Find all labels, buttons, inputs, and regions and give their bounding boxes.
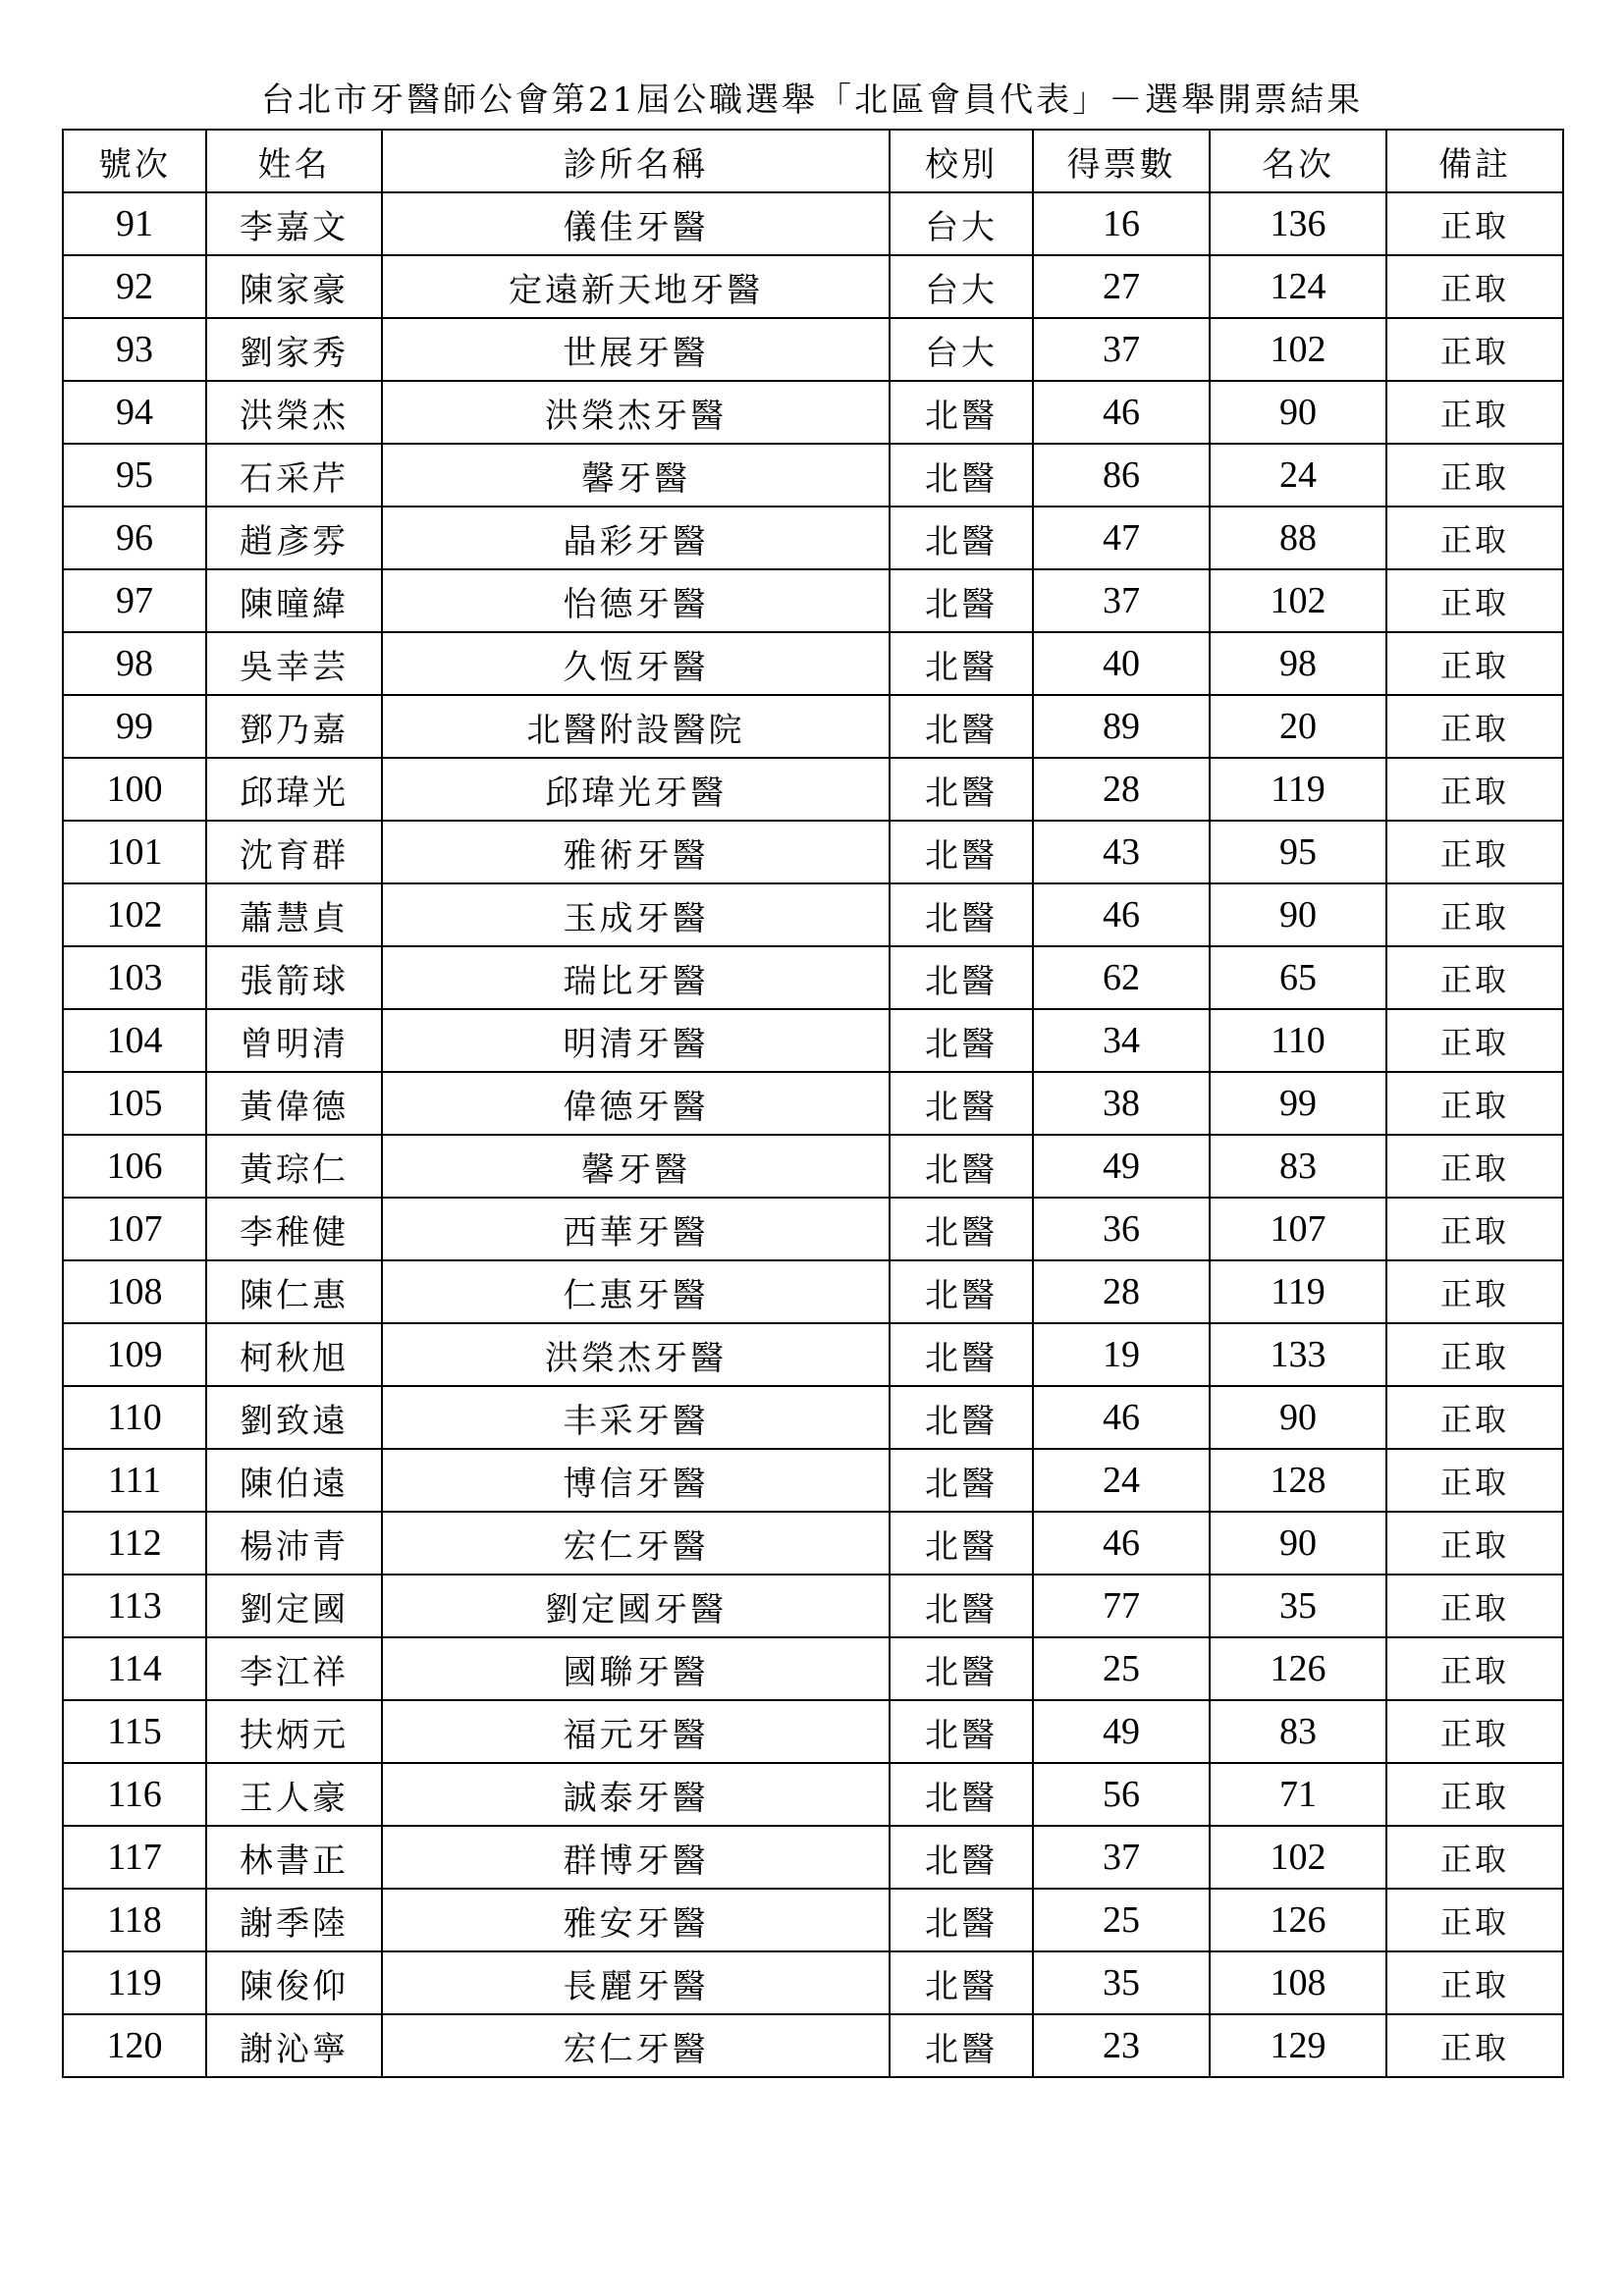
cell-votes: 40	[1033, 632, 1210, 695]
cell-votes: 49	[1033, 1135, 1210, 1198]
header-note: 備註	[1386, 130, 1563, 192]
cell-votes: 47	[1033, 507, 1210, 569]
cell-no: 116	[63, 1763, 206, 1826]
cell-rank: 90	[1210, 1512, 1386, 1575]
table-row	[63, 946, 1563, 1009]
cell-school: 北醫	[890, 632, 1033, 695]
cell-note: 正取	[1386, 1009, 1563, 1072]
cell-name: 鄧乃嘉	[206, 695, 382, 758]
cell-votes: 49	[1033, 1700, 1210, 1763]
cell-school: 北醫	[890, 695, 1033, 758]
cell-no: 91	[63, 192, 206, 255]
cell-no: 96	[63, 507, 206, 569]
cell-clinic: 玉成牙醫	[382, 883, 890, 946]
cell-no: 101	[63, 821, 206, 883]
cell-clinic: 洪榮杰牙醫	[382, 381, 890, 444]
cell-note: 正取	[1386, 883, 1563, 946]
cell-no: 110	[63, 1386, 206, 1449]
cell-rank: 98	[1210, 632, 1386, 695]
cell-votes: 46	[1033, 883, 1210, 946]
cell-rank: 83	[1210, 1135, 1386, 1198]
table-row	[63, 758, 1563, 821]
table-row	[63, 1449, 1563, 1512]
cell-note: 正取	[1386, 821, 1563, 883]
table-row	[63, 444, 1563, 507]
cell-clinic: 雅安牙醫	[382, 1889, 890, 1951]
table-row	[63, 318, 1563, 381]
cell-no: 106	[63, 1135, 206, 1198]
cell-note: 正取	[1386, 1198, 1563, 1260]
cell-no: 118	[63, 1889, 206, 1951]
cell-note: 正取	[1386, 1135, 1563, 1198]
cell-clinic: 國聯牙醫	[382, 1637, 890, 1700]
cell-school: 北醫	[890, 444, 1033, 507]
cell-rank: 107	[1210, 1198, 1386, 1260]
cell-name: 謝沁寧	[206, 2014, 382, 2077]
cell-name: 沈育群	[206, 821, 382, 883]
table-row	[63, 1700, 1563, 1763]
cell-votes: 19	[1033, 1323, 1210, 1386]
cell-rank: 88	[1210, 507, 1386, 569]
cell-school: 台大	[890, 318, 1033, 381]
cell-votes: 27	[1033, 255, 1210, 318]
cell-no: 117	[63, 1826, 206, 1889]
cell-name: 陳家豪	[206, 255, 382, 318]
cell-rank: 126	[1210, 1637, 1386, 1700]
cell-name: 蕭慧貞	[206, 883, 382, 946]
cell-name: 黃偉德	[206, 1072, 382, 1135]
cell-clinic: 偉德牙醫	[382, 1072, 890, 1135]
header-school: 校別	[890, 130, 1033, 192]
cell-no: 109	[63, 1323, 206, 1386]
cell-rank: 119	[1210, 758, 1386, 821]
cell-school: 北醫	[890, 946, 1033, 1009]
table-row	[63, 1323, 1563, 1386]
cell-note: 正取	[1386, 1449, 1563, 1512]
table-row	[63, 1637, 1563, 1700]
cell-name: 扶炳元	[206, 1700, 382, 1763]
cell-clinic: 宏仁牙醫	[382, 2014, 890, 2077]
cell-name: 陳俊仰	[206, 1951, 382, 2014]
cell-school: 北醫	[890, 1763, 1033, 1826]
cell-no: 113	[63, 1575, 206, 1637]
cell-school: 北醫	[890, 1009, 1033, 1072]
cell-school: 北醫	[890, 1198, 1033, 1260]
table-row	[63, 1951, 1563, 2014]
cell-rank: 136	[1210, 192, 1386, 255]
cell-note: 正取	[1386, 695, 1563, 758]
cell-rank: 99	[1210, 1072, 1386, 1135]
cell-no: 103	[63, 946, 206, 1009]
cell-school: 北醫	[890, 821, 1033, 883]
cell-name: 李江祥	[206, 1637, 382, 1700]
cell-votes: 16	[1033, 192, 1210, 255]
cell-clinic: 雅術牙醫	[382, 821, 890, 883]
cell-no: 100	[63, 758, 206, 821]
cell-name: 劉致遠	[206, 1386, 382, 1449]
cell-votes: 37	[1033, 1826, 1210, 1889]
results-body	[63, 192, 1563, 2077]
header-votes: 得票數	[1033, 130, 1210, 192]
cell-rank: 110	[1210, 1009, 1386, 1072]
cell-votes: 86	[1033, 444, 1210, 507]
cell-note: 正取	[1386, 1637, 1563, 1700]
cell-name: 劉家秀	[206, 318, 382, 381]
header-no: 號次	[63, 130, 206, 192]
header-clinic: 診所名稱	[382, 130, 890, 192]
cell-name: 張箭球	[206, 946, 382, 1009]
cell-note: 正取	[1386, 758, 1563, 821]
table-row	[63, 632, 1563, 695]
cell-clinic: 瑞比牙醫	[382, 946, 890, 1009]
cell-name: 李嘉文	[206, 192, 382, 255]
cell-votes: 36	[1033, 1198, 1210, 1260]
cell-clinic: 西華牙醫	[382, 1198, 890, 1260]
cell-clinic: 明清牙醫	[382, 1009, 890, 1072]
cell-school: 北醫	[890, 1260, 1033, 1323]
cell-note: 正取	[1386, 1575, 1563, 1637]
cell-rank: 102	[1210, 318, 1386, 381]
cell-name: 劉定國	[206, 1575, 382, 1637]
cell-votes: 46	[1033, 1386, 1210, 1449]
cell-rank: 133	[1210, 1323, 1386, 1386]
cell-note: 正取	[1386, 1386, 1563, 1449]
cell-rank: 102	[1210, 1826, 1386, 1889]
cell-clinic: 長麗牙醫	[382, 1951, 890, 2014]
cell-name: 楊沛青	[206, 1512, 382, 1575]
cell-note: 正取	[1386, 632, 1563, 695]
cell-no: 112	[63, 1512, 206, 1575]
cell-name: 吳幸芸	[206, 632, 382, 695]
cell-name: 邱瑋光	[206, 758, 382, 821]
header-row	[63, 130, 1563, 192]
cell-rank: 128	[1210, 1449, 1386, 1512]
cell-school: 北醫	[890, 2014, 1033, 2077]
table-row	[63, 1198, 1563, 1260]
cell-votes: 25	[1033, 1637, 1210, 1700]
table-row	[63, 1009, 1563, 1072]
cell-clinic: 北醫附設醫院	[382, 695, 890, 758]
table-row	[63, 1072, 1563, 1135]
cell-no: 98	[63, 632, 206, 695]
cell-note: 正取	[1386, 381, 1563, 444]
cell-votes: 38	[1033, 1072, 1210, 1135]
table-row	[63, 695, 1563, 758]
cell-rank: 95	[1210, 821, 1386, 883]
cell-name: 陳曈緯	[206, 569, 382, 632]
cell-clinic: 劉定國牙醫	[382, 1575, 890, 1637]
table-row	[63, 507, 1563, 569]
cell-votes: 37	[1033, 569, 1210, 632]
cell-note: 正取	[1386, 192, 1563, 255]
cell-note: 正取	[1386, 1260, 1563, 1323]
cell-votes: 28	[1033, 1260, 1210, 1323]
cell-note: 正取	[1386, 1763, 1563, 1826]
table-row	[63, 1260, 1563, 1323]
cell-name: 李稚健	[206, 1198, 382, 1260]
cell-no: 99	[63, 695, 206, 758]
cell-clinic: 馨牙醫	[382, 444, 890, 507]
cell-no: 119	[63, 1951, 206, 2014]
cell-clinic: 邱瑋光牙醫	[382, 758, 890, 821]
cell-no: 107	[63, 1198, 206, 1260]
cell-school: 北醫	[890, 1135, 1033, 1198]
table-row	[63, 1512, 1563, 1575]
cell-clinic: 誠泰牙醫	[382, 1763, 890, 1826]
table-row	[63, 1826, 1563, 1889]
cell-rank: 24	[1210, 444, 1386, 507]
cell-votes: 37	[1033, 318, 1210, 381]
cell-name: 陳仁惠	[206, 1260, 382, 1323]
cell-note: 正取	[1386, 1826, 1563, 1889]
cell-no: 104	[63, 1009, 206, 1072]
cell-rank: 71	[1210, 1763, 1386, 1826]
cell-note: 正取	[1386, 1323, 1563, 1386]
cell-no: 92	[63, 255, 206, 318]
cell-no: 105	[63, 1072, 206, 1135]
cell-name: 柯秋旭	[206, 1323, 382, 1386]
cell-rank: 90	[1210, 381, 1386, 444]
cell-name: 石采芹	[206, 444, 382, 507]
cell-rank: 126	[1210, 1889, 1386, 1951]
table-row	[63, 1386, 1563, 1449]
cell-school: 北醫	[890, 569, 1033, 632]
cell-school: 北醫	[890, 1826, 1033, 1889]
cell-no: 97	[63, 569, 206, 632]
cell-clinic: 仁惠牙醫	[382, 1260, 890, 1323]
cell-note: 正取	[1386, 318, 1563, 381]
cell-no: 94	[63, 381, 206, 444]
cell-rank: 20	[1210, 695, 1386, 758]
table-row	[63, 255, 1563, 318]
cell-clinic: 丰采牙醫	[382, 1386, 890, 1449]
cell-school: 北醫	[890, 1449, 1033, 1512]
cell-clinic: 洪榮杰牙醫	[382, 1323, 890, 1386]
cell-votes: 62	[1033, 946, 1210, 1009]
cell-name: 陳伯遠	[206, 1449, 382, 1512]
cell-note: 正取	[1386, 1700, 1563, 1763]
cell-rank: 129	[1210, 2014, 1386, 2077]
cell-clinic: 群博牙醫	[382, 1826, 890, 1889]
cell-votes: 24	[1033, 1449, 1210, 1512]
cell-rank: 65	[1210, 946, 1386, 1009]
cell-votes: 77	[1033, 1575, 1210, 1637]
cell-clinic: 儀佳牙醫	[382, 192, 890, 255]
cell-school: 北醫	[890, 1637, 1033, 1700]
document-title: 台北市牙醫師公會第21屆公職選舉「北區會員代表」－選舉開票結果	[260, 80, 1364, 120]
cell-school: 北醫	[890, 1889, 1033, 1951]
cell-clinic: 世展牙醫	[382, 318, 890, 381]
cell-school: 台大	[890, 192, 1033, 255]
cell-votes: 46	[1033, 381, 1210, 444]
cell-no: 102	[63, 883, 206, 946]
cell-votes: 34	[1033, 1009, 1210, 1072]
cell-clinic: 怡德牙醫	[382, 569, 890, 632]
cell-rank: 35	[1210, 1575, 1386, 1637]
cell-note: 正取	[1386, 1512, 1563, 1575]
cell-no: 115	[63, 1700, 206, 1763]
table-row	[63, 381, 1563, 444]
cell-rank: 102	[1210, 569, 1386, 632]
cell-note: 正取	[1386, 946, 1563, 1009]
cell-school: 北醫	[890, 381, 1033, 444]
table-row	[63, 883, 1563, 946]
cell-clinic: 定遠新天地牙醫	[382, 255, 890, 318]
election-results-table	[62, 129, 1564, 2078]
cell-no: 108	[63, 1260, 206, 1323]
cell-votes: 23	[1033, 2014, 1210, 2077]
cell-school: 北醫	[890, 883, 1033, 946]
cell-no: 93	[63, 318, 206, 381]
table-row	[63, 1889, 1563, 1951]
cell-school: 北醫	[890, 1072, 1033, 1135]
cell-name: 黃琮仁	[206, 1135, 382, 1198]
header-name: 姓名	[206, 130, 382, 192]
cell-note: 正取	[1386, 444, 1563, 507]
cell-note: 正取	[1386, 569, 1563, 632]
cell-rank: 90	[1210, 1386, 1386, 1449]
cell-rank: 119	[1210, 1260, 1386, 1323]
table-row	[63, 192, 1563, 255]
cell-votes: 89	[1033, 695, 1210, 758]
cell-note: 正取	[1386, 1072, 1563, 1135]
cell-rank: 108	[1210, 1951, 1386, 2014]
table-row	[63, 569, 1563, 632]
cell-school: 北醫	[890, 1700, 1033, 1763]
cell-no: 120	[63, 2014, 206, 2077]
cell-rank: 90	[1210, 883, 1386, 946]
cell-votes: 35	[1033, 1951, 1210, 2014]
table-row	[63, 1575, 1563, 1637]
cell-rank: 83	[1210, 1700, 1386, 1763]
cell-note: 正取	[1386, 507, 1563, 569]
cell-no: 95	[63, 444, 206, 507]
cell-clinic: 久恆牙醫	[382, 632, 890, 695]
cell-note: 正取	[1386, 2014, 1563, 2077]
cell-name: 謝季陸	[206, 1889, 382, 1951]
cell-rank: 124	[1210, 255, 1386, 318]
cell-note: 正取	[1386, 1951, 1563, 2014]
cell-votes: 43	[1033, 821, 1210, 883]
cell-school: 北醫	[890, 507, 1033, 569]
cell-name: 曾明清	[206, 1009, 382, 1072]
cell-votes: 46	[1033, 1512, 1210, 1575]
table-row	[63, 1135, 1563, 1198]
cell-name: 王人豪	[206, 1763, 382, 1826]
table-row	[63, 2014, 1563, 2077]
cell-note: 正取	[1386, 255, 1563, 318]
table-row	[63, 1763, 1563, 1826]
cell-name: 林書正	[206, 1826, 382, 1889]
cell-votes: 28	[1033, 758, 1210, 821]
cell-school: 北醫	[890, 1575, 1033, 1637]
cell-school: 北醫	[890, 758, 1033, 821]
cell-clinic: 博信牙醫	[382, 1449, 890, 1512]
cell-votes: 25	[1033, 1889, 1210, 1951]
cell-clinic: 晶彩牙醫	[382, 507, 890, 569]
cell-school: 北醫	[890, 1323, 1033, 1386]
cell-no: 111	[63, 1449, 206, 1512]
cell-votes: 56	[1033, 1763, 1210, 1826]
cell-note: 正取	[1386, 1889, 1563, 1951]
cell-school: 北醫	[890, 1386, 1033, 1449]
cell-school: 北醫	[890, 1951, 1033, 2014]
cell-no: 114	[63, 1637, 206, 1700]
cell-clinic: 馨牙醫	[382, 1135, 890, 1198]
table-row	[63, 821, 1563, 883]
cell-name: 洪榮杰	[206, 381, 382, 444]
cell-clinic: 福元牙醫	[382, 1700, 890, 1763]
header-rank: 名次	[1210, 130, 1386, 192]
cell-school: 台大	[890, 255, 1033, 318]
cell-clinic: 宏仁牙醫	[382, 1512, 890, 1575]
cell-name: 趙彥雰	[206, 507, 382, 569]
cell-school: 北醫	[890, 1512, 1033, 1575]
